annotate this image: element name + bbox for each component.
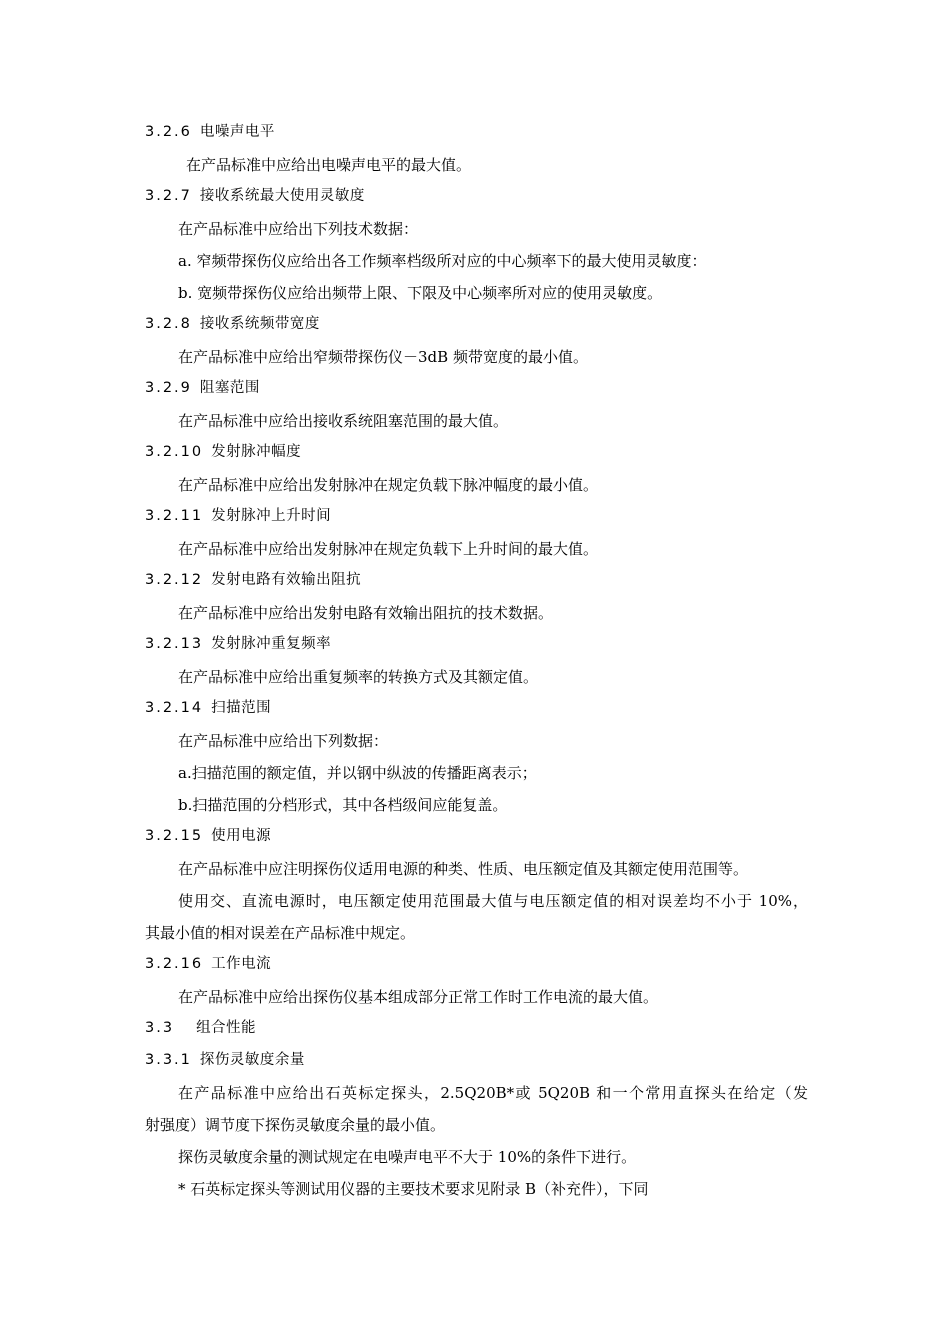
section-number: 3.2.12 bbox=[145, 572, 204, 588]
section-number: 3.2.9 bbox=[145, 380, 192, 396]
section-title: 发射脉冲幅度 bbox=[211, 444, 302, 460]
section-number: 3.2.6 bbox=[145, 124, 192, 140]
section-number: 3.2.16 bbox=[145, 956, 204, 972]
section-heading-3-2-13 bbox=[145, 634, 331, 654]
section-title: 组合性能 bbox=[196, 1020, 257, 1036]
list-item: a. 窄频带探伤仪应给出各工作频率档级所对应的中心频率下的最大使用灵敏度： bbox=[178, 252, 707, 270]
section-number: 3.2.15 bbox=[145, 828, 204, 844]
paragraph-continuation: 其最小值的相对误差在产品标准中规定。 bbox=[145, 924, 416, 942]
section-title: 使用电源 bbox=[211, 828, 272, 844]
section-title: 扫描范围 bbox=[211, 700, 272, 716]
section-heading-3-2-14 bbox=[145, 698, 271, 718]
section-heading-3-2-15 bbox=[145, 826, 271, 846]
paragraph: 在产品标准中应给出探伤仪基本组成部分正常工作时工作电流的最大值。 bbox=[178, 988, 659, 1006]
paragraph: 使用交、直流电源时，电压额定使用范围最大值与电压额定值的相对误差均不小于 10%， bbox=[178, 892, 808, 910]
section-heading-3-3 bbox=[145, 1018, 256, 1038]
section-heading-3-2-6 bbox=[145, 122, 275, 142]
section-number: 3.2.7 bbox=[145, 188, 192, 204]
section-number: 3.3.1 bbox=[145, 1052, 192, 1068]
paragraph: 在产品标准中应给出下列数据： bbox=[178, 732, 389, 750]
paragraph: 在产品标准中应给出窄频带探伤仪－3dB 频带宽度的最小值。 bbox=[178, 348, 588, 366]
section-title: 发射电路有效输出阻抗 bbox=[211, 572, 362, 588]
section-title: 电噪声电平 bbox=[199, 124, 275, 140]
section-heading-3-2-11 bbox=[145, 506, 331, 526]
section-number: 3.2.10 bbox=[145, 444, 204, 460]
section-number: 3.2.8 bbox=[145, 316, 192, 332]
paragraph: 在产品标准中应给出发射脉冲在规定负载下脉冲幅度的最小值。 bbox=[178, 476, 599, 494]
section-title: 接收系统频带宽度 bbox=[199, 316, 320, 332]
paragraph: 在产品标准中应注明探伤仪适用电源的种类、性质、电压额定值及其额定使用范围等。 bbox=[178, 860, 749, 878]
list-item: a.扫描范围的额定值，并以钢中纵波的传播距离表示； bbox=[178, 764, 537, 782]
section-title: 接收系统最大使用灵敏度 bbox=[199, 188, 365, 204]
section-heading-3-2-16 bbox=[145, 954, 271, 974]
paragraph: 在产品标准中应给出发射电路有效输出阻抗的技术数据。 bbox=[178, 604, 554, 622]
section-title: 探伤灵敏度余量 bbox=[199, 1052, 305, 1068]
paragraph: 在产品标准中应给出发射脉冲在规定负载下上升时间的最大值。 bbox=[178, 540, 599, 558]
paragraph: 探伤灵敏度余量的测试规定在电噪声电平不大于 10%的条件下进行。 bbox=[178, 1148, 637, 1166]
list-item: b.扫描范围的分档形式，其中各档级间应能复盖。 bbox=[178, 796, 508, 814]
section-heading-3-2-7 bbox=[145, 186, 365, 206]
paragraph: 在产品标准中应给出重复频率的转换方式及其额定值。 bbox=[178, 668, 539, 686]
section-title: 发射脉冲上升时间 bbox=[211, 508, 332, 524]
paragraph: 在产品标准中应给出接收系统阻塞范围的最大值。 bbox=[178, 412, 509, 430]
list-item: b. 宽频带探伤仪应给出频带上限、下限及中心频率所对应的使用灵敏度。 bbox=[178, 284, 663, 302]
section-number: 3.2.13 bbox=[145, 636, 204, 652]
section-number: 3.3 bbox=[145, 1020, 175, 1036]
section-heading-3-2-9 bbox=[145, 378, 260, 398]
section-title: 发射脉冲重复频率 bbox=[211, 636, 332, 652]
paragraph: 在产品标准中应给出石英标定探头，2.5Q20B*或 5Q20B 和一个常用直探头在给定（发 bbox=[178, 1084, 808, 1102]
section-heading-3-3-1 bbox=[145, 1050, 305, 1070]
section-heading-3-2-10 bbox=[145, 442, 301, 462]
paragraph: 在产品标准中应给出电噪声电平的最大值。 bbox=[186, 156, 472, 174]
section-number: 3.2.11 bbox=[145, 508, 204, 524]
section-heading-3-2-8 bbox=[145, 314, 320, 334]
paragraph: 在产品标准中应给出下列技术数据： bbox=[178, 220, 419, 238]
paragraph-continuation: 射强度）调节度下探伤灵敏度余量的最小值。 bbox=[145, 1116, 446, 1134]
section-title: 工作电流 bbox=[211, 956, 272, 972]
footnote: * 石英标定探头等测试用仪器的主要技术要求见附录 B（补充件），下同 bbox=[178, 1180, 649, 1198]
section-heading-3-2-12 bbox=[145, 570, 361, 590]
section-title: 阻塞范围 bbox=[199, 380, 260, 396]
section-number: 3.2.14 bbox=[145, 700, 204, 716]
